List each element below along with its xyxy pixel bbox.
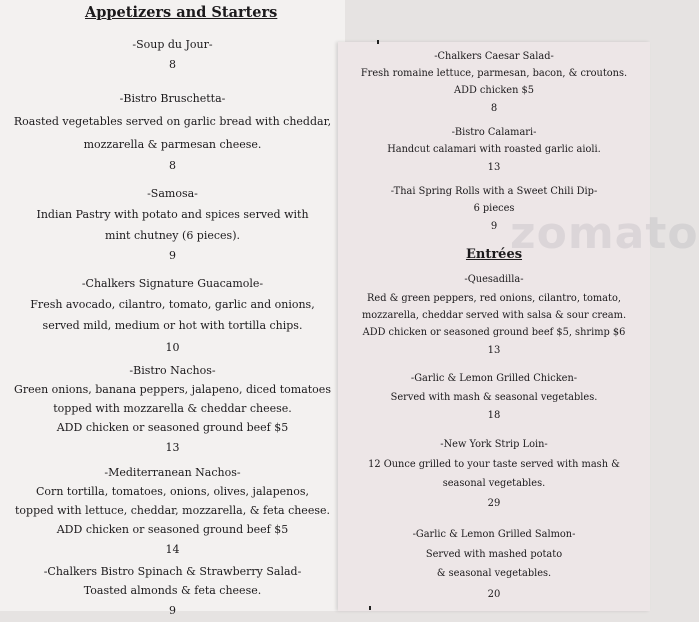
item-name: -Thai Spring Rolls with a Sweet Chili Dip- — [390, 186, 598, 197]
menu-item-samosa — [0, 184, 345, 267]
item-desc: topped with lettuce, cheddar, mozzarella, & feta cheese. — [15, 504, 330, 517]
item-name: -Samosa- — [147, 187, 198, 200]
item-price: 9 — [169, 249, 176, 262]
item-price: 14 — [165, 543, 180, 556]
item-name: -Soup du Jour- — [132, 38, 213, 51]
item-name: -New York Strip Loin- — [440, 439, 548, 450]
item-name: -Quesadilla- — [464, 274, 524, 285]
item-name: -Chalkers Signature Guacamole- — [81, 277, 264, 290]
menu-item-spinach-salad — [0, 562, 345, 622]
menu-item-bistro-nachos — [0, 361, 345, 459]
menu-item-soup — [0, 35, 345, 76]
menu-item-spring-rolls — [338, 183, 650, 237]
item-name: -Garlic & Lemon Grilled Salmon- — [412, 529, 576, 540]
menu-item-quesadilla — [338, 271, 650, 361]
item-name: -Bistro Nachos- — [129, 364, 216, 377]
right-menu-page — [338, 42, 699, 611]
item-price: 10 — [165, 341, 180, 354]
item-desc: 12 Ounce grilled to your taste served with mash & — [368, 459, 620, 470]
item-price: 20 — [487, 589, 501, 600]
item-name: -Chalkers Caesar Salad- — [434, 51, 554, 62]
item-price: 9 — [490, 221, 498, 232]
item-desc: Fresh romaine lettuce, parmesan, bacon, & croutons. — [360, 68, 628, 79]
item-desc: Corn tortilla, tomatoes, onions, olives, jalapenos, — [36, 485, 309, 498]
item-price: 13 — [165, 441, 180, 454]
menu-item-strip-loin — [338, 436, 650, 514]
entrees-title: Entrées — [465, 247, 523, 262]
item-desc: Roasted vegetables served on garlic bread with cheddar, — [13, 115, 332, 128]
watermark: zomato — [510, 208, 699, 259]
item-desc: ADD chicken or seasoned ground beef $5, shrimp $6 — [362, 327, 626, 338]
item-desc: Indian Pastry with potato and spices served with — [36, 208, 309, 221]
item-name: -Bistro Bruschetta- — [119, 92, 226, 105]
item-price: 8 — [169, 159, 176, 172]
item-desc: 6 pieces — [473, 203, 515, 214]
menu-item-grilled-chicken — [338, 370, 650, 426]
item-name: -Mediterranean Nachos- — [104, 466, 241, 479]
item-desc: served mild, medium or hot with tortilla chips. — [42, 319, 303, 332]
item-desc: topped with mozzarella & cheddar cheese. — [53, 402, 292, 415]
appetizers-title: Appetizers and Starters — [85, 4, 278, 21]
item-price: 9 — [169, 604, 176, 617]
item-desc: & seasonal vegetables. — [436, 568, 552, 579]
menu-item-grilled-salmon — [338, 526, 650, 605]
item-desc: Green onions, banana peppers, jalapeno, diced tomatoes — [14, 383, 331, 396]
left-menu-page — [0, 0, 345, 617]
item-price: 8 — [169, 58, 176, 71]
item-desc: Served with mashed potato — [425, 549, 563, 560]
menu-item-calamari — [338, 124, 650, 178]
page-mark — [377, 40, 379, 44]
item-name: -Chalkers Bistro Spinach & Strawberry Salad- — [43, 565, 302, 578]
item-price: 8 — [490, 103, 498, 114]
item-desc: ADD chicken or seasoned ground beef $5 — [56, 523, 289, 536]
item-price: 18 — [487, 410, 501, 421]
item-desc: mint chutney (6 pieces). — [105, 229, 240, 242]
menu-item-bruschetta — [0, 89, 345, 177]
item-desc: Red & green peppers, red onions, cilantro, tomato, — [367, 293, 621, 304]
page-mark — [369, 606, 371, 610]
item-name: -Garlic & Lemon Grilled Chicken- — [410, 373, 578, 384]
menu-item-mediterranean-nachos — [0, 463, 345, 561]
item-desc: mozzarella, cheddar served with salsa & sour cream. — [361, 310, 627, 321]
menu-item-caesar-salad — [338, 48, 650, 119]
item-price: 13 — [487, 162, 501, 173]
item-desc: mozzarella & parmesan cheese. — [83, 138, 262, 151]
item-desc: Served with mash & seasonal vegetables. — [390, 392, 598, 403]
item-desc: Fresh avocado, cilantro, tomato, garlic and onions, — [30, 298, 315, 311]
item-desc: seasonal vegetables. — [442, 478, 546, 489]
item-desc: ADD chicken $5 — [454, 85, 534, 96]
menu-item-guacamole — [0, 274, 345, 359]
item-desc: ADD chicken or seasoned ground beef $5 — [56, 421, 289, 434]
item-desc: Handcut calamari with roasted garlic aioli. — [387, 144, 601, 155]
item-price: 13 — [487, 345, 501, 356]
item-name: -Bistro Calamari- — [451, 127, 537, 138]
item-price: 29 — [487, 498, 501, 509]
item-desc: Toasted almonds & feta cheese. — [83, 584, 262, 597]
